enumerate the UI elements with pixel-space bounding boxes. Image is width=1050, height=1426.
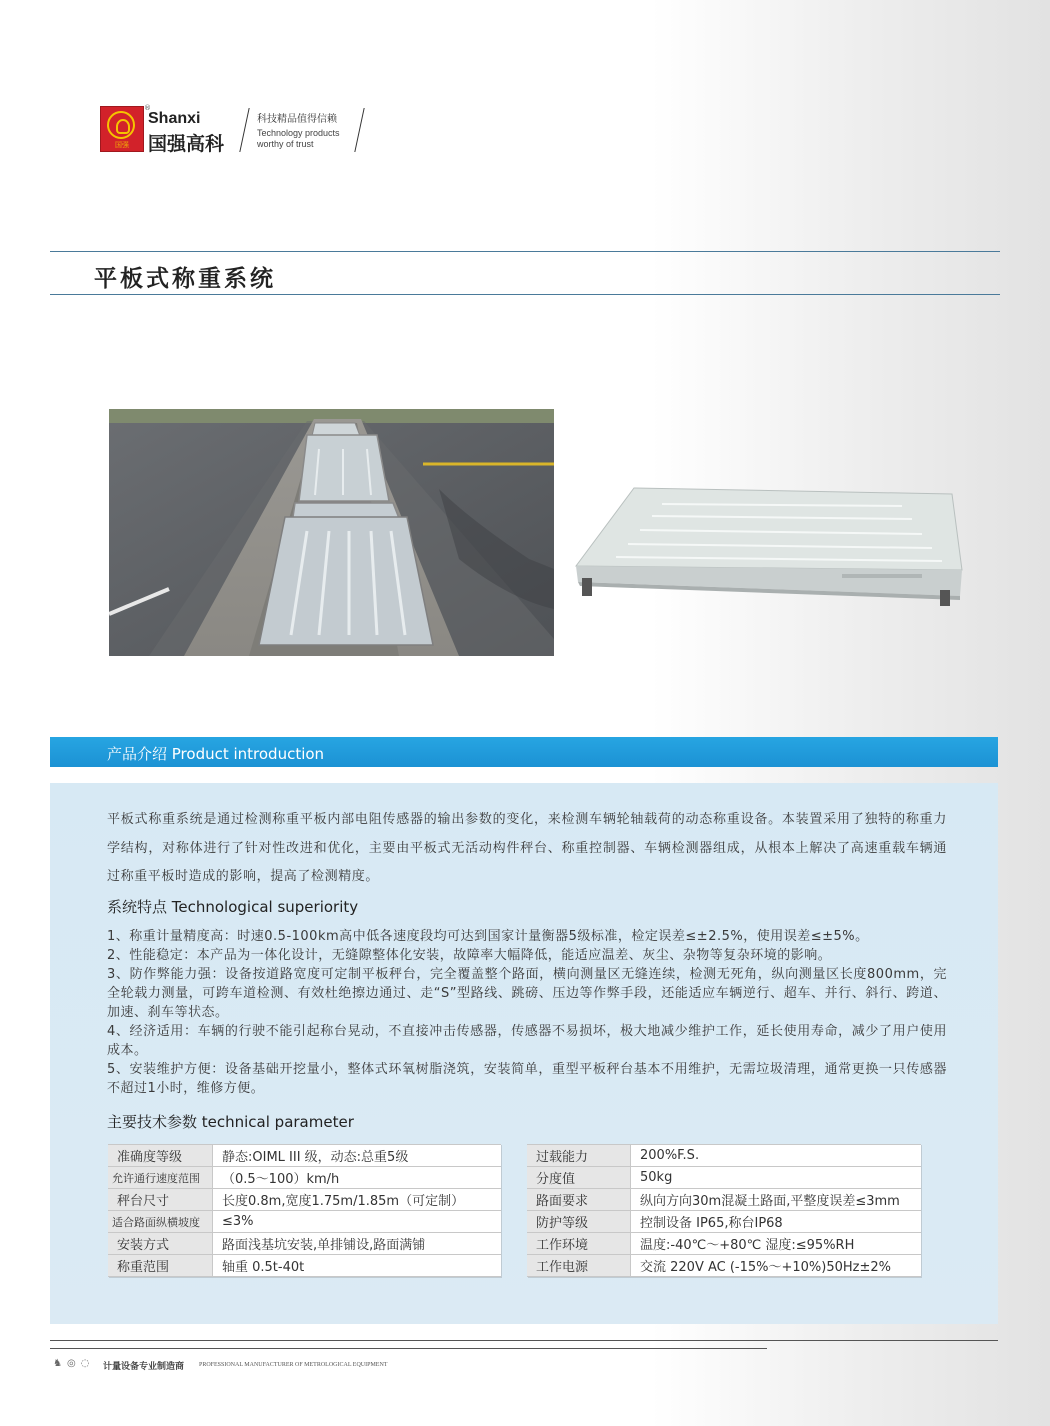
intro-paragraph: 平板式称重系统是通过检测称重平板内部电阻传感器的输出参数的变化，来检测车辆轮轴载荷的动态称重设备。本装置采用了独特的称重力学结构，对称体进行了针对性改进和优化，主要由平板式无活动构件秤台、称重控制器、车辆检测器组成，从根本上解决了高速重载车辆通过称重平板时造成的影响，提高了检测精度。 bbox=[107, 812, 947, 884]
tagline-cn: 科技精品值得信赖 bbox=[257, 114, 337, 125]
tagline-en-line-2: worthy of trust bbox=[257, 139, 314, 149]
table-row bbox=[527, 1255, 921, 1277]
feature-item: 4、经济适用：车辆的行驶不能引起称台晃动，不直接冲击传感器，传感器不易损坏，极大地减少维护工作，延长使用寿命，减少了用户使用成本。 bbox=[107, 1024, 947, 1058]
brand-name-en: Shanxi bbox=[148, 110, 201, 127]
registered-mark: ® bbox=[144, 104, 151, 112]
divider-slash bbox=[354, 108, 364, 152]
param-value: ≤3% bbox=[213, 1211, 502, 1233]
param-key: 安装方式 bbox=[108, 1233, 213, 1255]
cert-icon: ♞ bbox=[53, 1358, 67, 1369]
param-key: 过载能力 bbox=[527, 1145, 631, 1167]
param-key: 准确度等级 bbox=[108, 1145, 213, 1167]
features-heading: 系统特点 Technological superiority bbox=[107, 898, 359, 916]
company-logo bbox=[100, 106, 144, 152]
param-key: 分度值 bbox=[527, 1167, 631, 1189]
footer-slogan-en: PROFESSIONAL MANUFACTURER OF METROLOGICAL EQUIPMENT bbox=[199, 1362, 388, 1368]
param-value: （0.5～100）km/h bbox=[213, 1167, 502, 1189]
weighing-plate-photo bbox=[572, 482, 964, 612]
feature-item: 1、称重计量精度高：时速0.5-100km高中低各速度段均可达到国家计量衡器5级标准，检定误差≤±2.5%，使用误差≤±5%。 bbox=[107, 929, 869, 944]
page-title: 平板式称重系统 bbox=[94, 266, 276, 292]
param-value: 温度:-40℃～+80℃ 湿度:≤95%RH bbox=[631, 1233, 922, 1255]
param-key: 适合路面纵横坡度 bbox=[108, 1211, 213, 1233]
table-row bbox=[108, 1255, 501, 1277]
installed-scale-photo bbox=[109, 409, 554, 656]
table-row bbox=[527, 1167, 921, 1189]
table-row bbox=[527, 1189, 921, 1211]
param-value: 长度0.8m,宽度1.75m/1.85m（可定制） bbox=[213, 1189, 502, 1211]
cert-icon: ◎ bbox=[66, 1358, 81, 1369]
param-key: 允许通行速度范围 bbox=[108, 1167, 213, 1189]
features-list bbox=[107, 927, 947, 1098]
feature-item: 5、安装维护方便：设备基础开挖量小，整体式环氧树脂浇筑，安装简单，重型平板秤台基本不用维护，无需垃圾清理，通常更换一只传感器不超过1小时，维修方便。 bbox=[107, 1062, 947, 1096]
param-value: 50kg bbox=[631, 1167, 922, 1189]
section-banner-label: 产品介绍 Product introduction bbox=[107, 745, 325, 763]
param-value: 200%F.S. bbox=[631, 1145, 922, 1167]
logo-caption: 国强 bbox=[115, 141, 129, 149]
param-key: 称重范围 bbox=[108, 1255, 213, 1277]
param-value: 控制设备 IP65,称台IP68 bbox=[631, 1211, 922, 1233]
param-key: 防护等级 bbox=[527, 1211, 631, 1233]
table-row bbox=[108, 1167, 501, 1189]
table-row bbox=[108, 1189, 501, 1211]
footer-slogan-cn: 计量设备专业制造商 bbox=[103, 1362, 185, 1372]
param-key: 工作环境 bbox=[527, 1233, 631, 1255]
parameters-heading: 主要技术参数 technical parameter bbox=[107, 1113, 354, 1131]
param-value: 路面浅基坑安装,单排铺设,路面满铺 bbox=[213, 1233, 502, 1255]
parameters-table-right bbox=[527, 1144, 921, 1277]
table-row bbox=[108, 1233, 501, 1255]
title-rule-bottom bbox=[50, 294, 1000, 295]
footer-rule bbox=[50, 1348, 767, 1349]
divider-slash bbox=[239, 108, 249, 152]
table-row bbox=[108, 1211, 501, 1233]
param-value: 纵向方向30m混凝土路面,平整度误差≤3mm bbox=[631, 1189, 922, 1211]
table-row bbox=[108, 1145, 501, 1167]
param-key: 工作电源 bbox=[527, 1255, 631, 1277]
param-key: 秤台尺寸 bbox=[108, 1189, 213, 1211]
cert-icon: ◌ bbox=[80, 1358, 95, 1369]
table-row bbox=[527, 1211, 921, 1233]
feature-item: 3、防作弊能力强：设备按道路宽度可定制平板秤台，完全覆盖整个路面，横向测量区无缝连续，检测无死角，纵向测量区长度800mm，完全轮载力测量，可跨车道检测、有效杜绝擦边通过、走“S”型路线、跳磅、压边等作弊手段，还能适应车辆逆行、超车、并行、斜行、跨道、加速、刹车等状态。 bbox=[107, 967, 947, 1020]
feature-item: 2、性能稳定：本产品为一体化设计，无缝隙整体化安装，故障率大幅降低，能适应温差、灰尘、杂物等复杂环境的影响。 bbox=[107, 948, 832, 963]
brand-name-cn: 国强高科 bbox=[148, 133, 225, 155]
table-row bbox=[527, 1145, 921, 1167]
certification-icons bbox=[53, 1358, 94, 1369]
title-rule-top bbox=[50, 251, 1000, 252]
footer-rule bbox=[50, 1340, 998, 1341]
parameters-table-left bbox=[108, 1144, 501, 1277]
param-value: 轴重 0.5t-40t bbox=[213, 1255, 502, 1277]
param-key: 路面要求 bbox=[527, 1189, 631, 1211]
param-value: 交流 220V AC (-15%～+10%)50Hz±2% bbox=[631, 1255, 922, 1277]
param-value: 静态:OIML III 级，动态:总重5级 bbox=[213, 1145, 502, 1167]
tagline-en-line-1: Technology products bbox=[257, 128, 340, 138]
table-row bbox=[527, 1233, 921, 1255]
